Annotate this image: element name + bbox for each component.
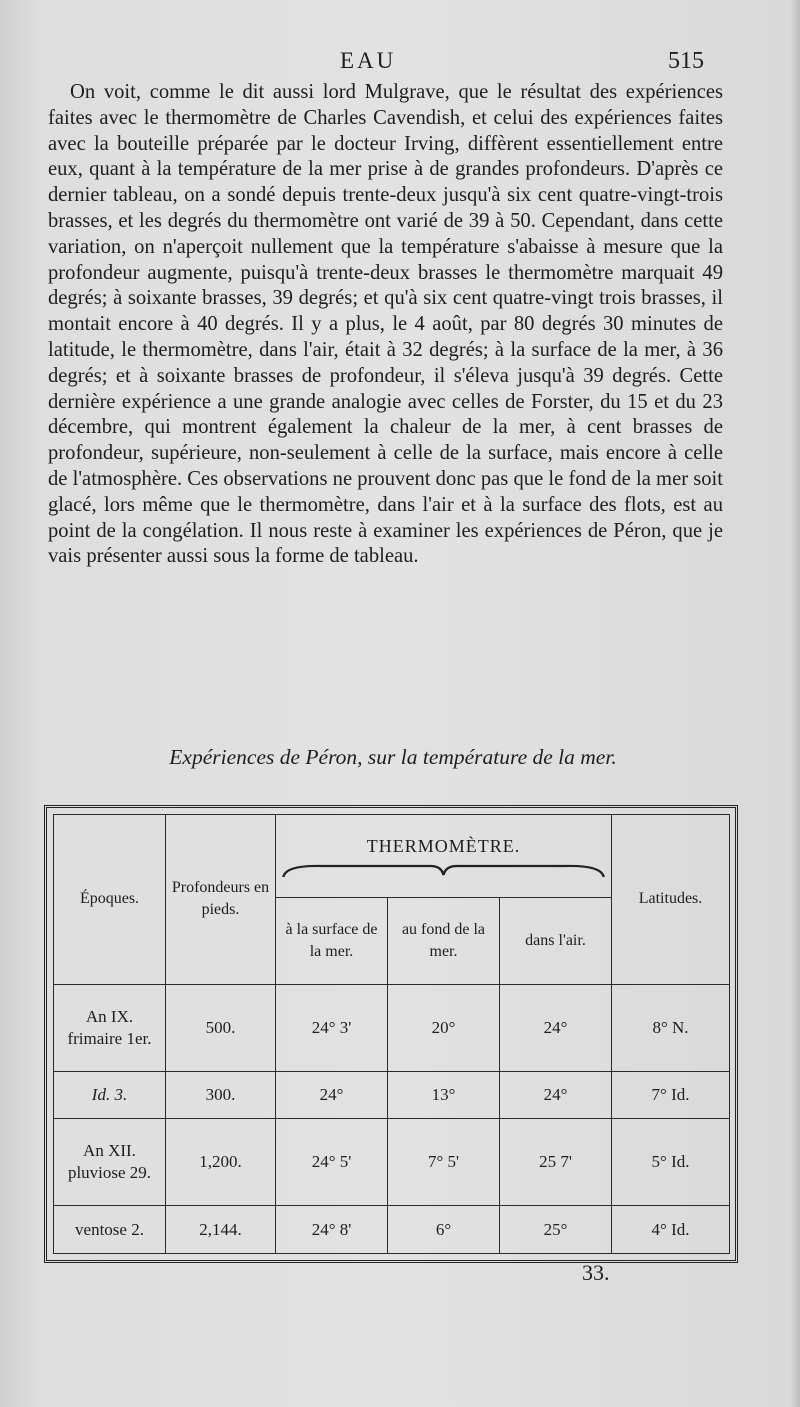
table-row	[54, 984, 730, 1071]
cell-surface: 24°	[276, 1071, 388, 1119]
paragraph: On voit, comme le dit aussi lord Mulgrave, que le résultat des expériences faites avec le thermomètre de Charles Cavendish, et celui des expériences faites avec la bouteille préparée par le docteur Irving, diffèrent essentiellement entre eux, quant à la température de la mer prise à de grandes profondeurs. D'après ce dernier tableau, on a sondé depuis trente-deux jusqu'à six cent quatre-vingt-trois brasses, et les degrés du thermomètre ont varié de 39 à 50. Cependant, dans cette variation, on n'aperçoit nullement que la température s'abaisse à mesure que la profondeur augmente, puisqu'à trente-deux brasses le thermomètre marquait 49 degrés; à soixante brasses, 39 degrés; et qu'à six cent quatre-vingt trois brasses, il montait encore à 40 degrés. Il y a plus, le 4 août, par 80 degrés 30 minutes de latitude, le thermomètre, dans l'air, était à 32 degrés; à la surface de la mer, à 36 degrés; et à soixante brasses de profondeur, il s'éleva jusqu'à 39 degrés. Cette dernière expérience a une grande analogie avec celles de Forster, du 15 et du 23 décembre, qui montrent également la chaleur de la mer, à cent brasses de profondeur, supérieure, non-seulement à celle de la surface, mais encore à celle de l'atmosphère. Ces observations ne prouvent donc pas que le fond de la mer soit glacé, lors même que le thermomètre, dans l'air et à la surface des flots, est au point de la congélation. Il nous reste à examiner les expériences de Péron, que je vais présenter aussi sous la forme de tableau.	[48, 81, 723, 568]
cell-epoque: Id. 3.	[54, 1071, 166, 1119]
cell-air: 24°	[500, 1071, 612, 1119]
brace-icon	[279, 861, 608, 879]
header-air: dans l'air.	[500, 898, 612, 985]
cell-fond: 13°	[388, 1071, 500, 1119]
cell-epoque: An XII. pluviose 29.	[54, 1119, 166, 1206]
running-head	[0, 48, 800, 78]
header-fond: au fond de la mer.	[388, 898, 500, 985]
table-row	[54, 1119, 730, 1206]
cell-surface: 24° 3'	[276, 984, 388, 1071]
running-title: EAU	[340, 48, 397, 73]
cell-surface: 24° 8'	[276, 1206, 388, 1254]
cell-surface: 24° 5'	[276, 1119, 388, 1206]
table-caption: Expériences de Péron, sur la température de la mer.	[169, 745, 617, 769]
cell-latitude: 5° Id.	[612, 1119, 730, 1206]
cell-fond: 20°	[388, 984, 500, 1071]
header-profondeurs: Profondeurs en pieds.	[166, 815, 276, 985]
cell-epoque: An IX. frimaire 1er.	[54, 984, 166, 1071]
cell-epoque: ventose 2.	[54, 1206, 166, 1254]
header-latitudes: Latitudes.	[612, 815, 730, 985]
cell-air: 25 7'	[500, 1119, 612, 1206]
table-row	[54, 1206, 730, 1254]
cell-fond: 6°	[388, 1206, 500, 1254]
page-number: 515	[668, 48, 704, 74]
cell-latitude: 7° Id.	[612, 1071, 730, 1119]
header-epoques: Époques.	[54, 815, 166, 985]
cell-fond: 7° 5'	[388, 1119, 500, 1206]
cell-profondeur: 1,200.	[166, 1119, 276, 1206]
table-header-row	[54, 815, 730, 898]
temperature-table	[53, 814, 730, 1254]
cell-latitude: 8° N.	[612, 984, 730, 1071]
cell-profondeur: 300.	[166, 1071, 276, 1119]
cell-latitude: 4° Id.	[612, 1206, 730, 1254]
header-thermometre	[276, 815, 612, 898]
header-surface: à la surface de la mer.	[276, 898, 388, 985]
cell-profondeur: 2,144.	[166, 1206, 276, 1254]
signature-mark: 33.	[582, 1260, 610, 1285]
body-text	[48, 80, 723, 570]
table-frame	[44, 805, 738, 1263]
table-row	[54, 1071, 730, 1119]
cell-air: 24°	[500, 984, 612, 1071]
cell-profondeur: 500.	[166, 984, 276, 1071]
cell-air: 25°	[500, 1206, 612, 1254]
thermometre-label: THERMOMÈTRE.	[366, 836, 521, 856]
